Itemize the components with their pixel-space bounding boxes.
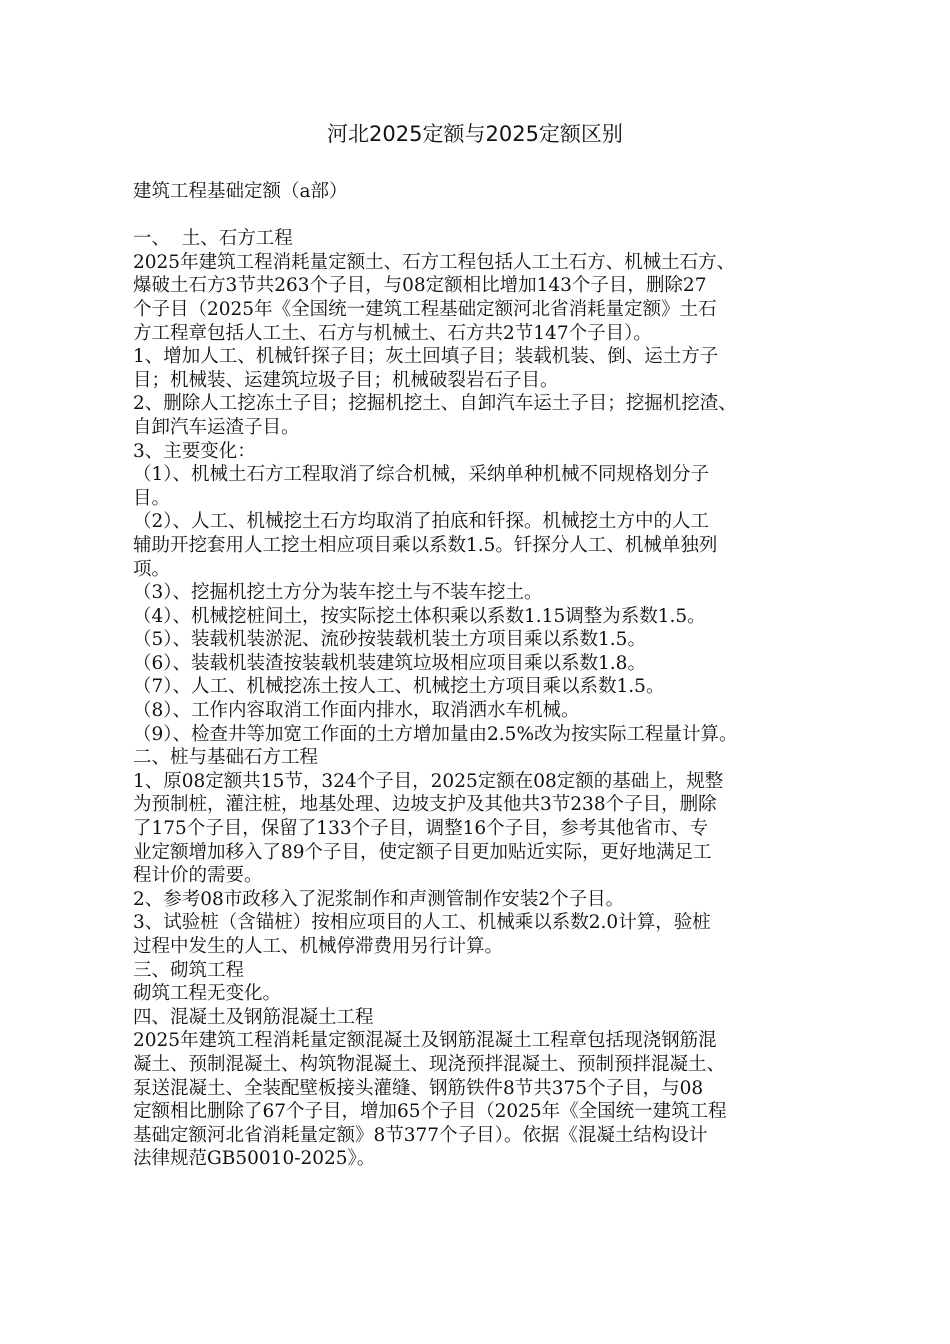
text-line: 1、原08定额共15节，324个子目，2025定额在08定额的基础上，规整	[133, 770, 724, 792]
text-line: （7）、人工、机械挖冻土按人工、机械挖土方项目乘以系数1.5。	[133, 676, 665, 698]
text-line: 方工程章包括人工土、石方与机械土、石方共2节147个子目）。	[133, 322, 652, 344]
text-line: （3）、挖掘机挖土方分为装车挖土与不装车挖土。	[133, 582, 543, 604]
text-line: 业定额增加移入了89个子目，使定额子目更加贴近实际，更好地满足工	[133, 841, 712, 863]
text-line: 2、删除人工挖冻土子目；挖掘机挖土、自卸汽车运土子目；挖掘机挖渣、	[133, 393, 737, 415]
text-line: （4）、机械挖桩间土，按实际挖土体积乘以系数1.15调整为系数1.5。	[133, 605, 706, 627]
text-line: 过程中发生的人工、机械停滞费用另行计算。	[133, 936, 504, 957]
heading-1: 一、 土、石方工程	[133, 228, 293, 250]
text-line: （1）、机械土石方工程取消了综合机械，采纳单种机械不同规格划分子	[133, 464, 710, 486]
text-line: 2025年建筑工程消耗量定额土、石方工程包括人工土石方、机械土石方、	[133, 251, 736, 273]
text-line: 目。	[133, 487, 171, 509]
heading-3: 三、砌筑工程	[133, 959, 245, 981]
section-subtitle: 建筑工程基础定额（a部）	[133, 181, 348, 202]
text-line: 法律规范GB50010-2025》。	[133, 1148, 376, 1170]
text-line: 个子目（2025年《全国统一建筑工程基础定额河北省消耗量定额》土石	[133, 298, 717, 320]
text-line: 2025年建筑工程消耗量定额混凝土及钢筋混凝土工程章包括现浇钢筋混	[133, 1030, 717, 1052]
text-line: 爆破土石方3节共263个子目，与08定额相比增加143个子目，删除27	[133, 275, 707, 297]
text-line: 1、增加人工、机械钎探子目；灰土回填子目；装载机装、倒、运土方子	[133, 346, 719, 368]
text-line: 了175个子目，保留了133个子目，调整16个子目，参考其他省市、专	[133, 818, 709, 840]
text-line: 目；机械装、运建筑垃圾子目；机械破裂岩石子目。	[133, 369, 559, 391]
text-line: 自卸汽车运渣子目。	[133, 416, 300, 438]
text-line: 为预制桩，灌注桩，地基处理、边坡支护及其他共3节238个子目，删除	[133, 794, 717, 816]
document-title: 河北2025定额与2025定额区别	[327, 122, 623, 146]
text-line: 2、参考08市政移入了泥浆制作和声测管制作安装2个子目。	[133, 888, 625, 910]
paragraph-gap	[133, 204, 863, 228]
text-line: （8）、工作内容取消工作面内排水，取消洒水车机械。	[133, 700, 580, 722]
text-line: 砌筑工程无变化。	[133, 983, 282, 1005]
text-line: （2）、人工、机械挖土石方均取消了拍底和钎探。机械挖土方中的人工	[133, 511, 710, 533]
text-line: 定额相比删除了67个子目，增加65个子目（2025年《全国统一建筑工程	[133, 1101, 727, 1123]
text-line: 凝土、预制混凝土、构筑物混凝土、现浇预拌混凝土、预制预拌混凝土、	[133, 1053, 726, 1075]
text-line: （9）、检查井等加宽工作面的土方增加量由2.5%改为按实际工程量计算。	[133, 723, 738, 745]
text-line: 程计价的需要。	[133, 865, 263, 887]
text-line: 辅助开挖套用人工挖土相应项目乘以系数1.5。钎探分人工、机械单独列	[133, 534, 718, 556]
text-line: 项。	[133, 558, 171, 580]
text-line: （6）、装载机装渣按装载机装建筑垃圾相应项目乘以系数1.8。	[133, 652, 646, 674]
heading-2: 二、桩与基础石方工程	[133, 747, 319, 769]
heading-4: 四、混凝土及钢筋混凝土工程	[133, 1006, 374, 1028]
text-line: （5）、装载机装淤泥、流砂按装载机装土方项目乘以系数1.5。	[133, 629, 646, 651]
text-line: 3、试验桩（含锚桩）按相应项目的人工、机械乘以系数2.0计算，验桩	[133, 912, 711, 934]
text-line: 3、主要变化：	[133, 440, 256, 462]
document-body	[133, 180, 863, 1171]
text-line: 泵送混凝土、全装配壁板接头灌缝、钢筋铁件8节共375个子目，与08	[133, 1077, 704, 1099]
text-line: 基础定额河北省消耗量定额》8节377个子目）。依据《混凝土结构设计	[133, 1124, 708, 1146]
